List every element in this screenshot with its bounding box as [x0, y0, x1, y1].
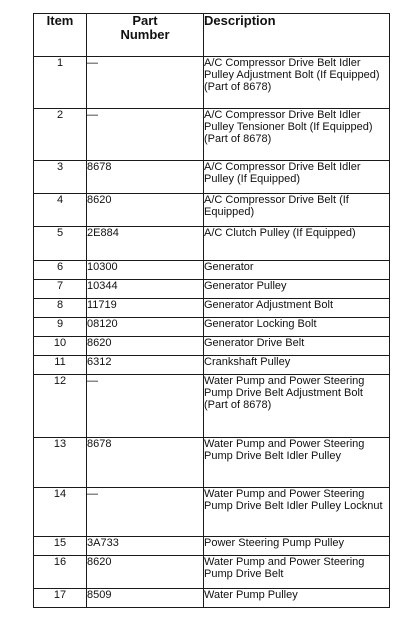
header-part-line1: Part	[132, 13, 158, 28]
description-cell: Water Pump and Power Steering Pump Drive Belt	[204, 556, 390, 589]
part-number-cell: —	[87, 488, 204, 537]
header-item: Item	[34, 14, 87, 57]
item-cell: 17	[34, 589, 87, 608]
table-row	[34, 556, 390, 589]
item-cell: 8	[34, 299, 87, 318]
table-row	[34, 488, 390, 537]
item-cell: 14	[34, 488, 87, 537]
table-row	[34, 161, 390, 194]
item-cell: 9	[34, 318, 87, 337]
table-row	[34, 356, 390, 375]
description-cell: Water Pump and Power Steering Pump Drive Belt Idler Pulley Locknut	[204, 488, 390, 537]
part-number-cell: 8620	[87, 337, 204, 356]
description-cell: Generator Pulley	[204, 280, 390, 299]
table-row	[34, 57, 390, 109]
header-row	[34, 14, 390, 57]
part-number-cell: 8678	[87, 161, 204, 194]
table-row	[34, 299, 390, 318]
description-cell: Crankshaft Pulley	[204, 356, 390, 375]
description-cell: A/C Compressor Drive Belt Idler Pulley (If Equipped)	[204, 161, 390, 194]
part-number-cell: 11719	[87, 299, 204, 318]
item-cell: 7	[34, 280, 87, 299]
item-cell: 5	[34, 227, 87, 261]
item-cell: 16	[34, 556, 87, 589]
item-cell: 12	[34, 375, 87, 438]
part-number-cell: 3A733	[87, 537, 204, 556]
description-cell: A/C Compressor Drive Belt Idler Pulley Adjustment Bolt (If Equipped) (Part of 8678)	[204, 57, 390, 109]
part-number-cell: 8509	[87, 589, 204, 608]
description-cell: A/C Compressor Drive Belt (If Equipped)	[204, 194, 390, 227]
part-number-cell: 8678	[87, 438, 204, 488]
part-number-cell: 6312	[87, 356, 204, 375]
table-row	[34, 227, 390, 261]
parts-table	[33, 13, 390, 608]
item-cell: 6	[34, 261, 87, 280]
header-part-number	[87, 14, 204, 57]
description-cell: Water Pump Pulley	[204, 589, 390, 608]
header-description: Description	[204, 14, 390, 57]
item-cell: 11	[34, 356, 87, 375]
description-cell: Generator Drive Belt	[204, 337, 390, 356]
table-row	[34, 375, 390, 438]
part-number-cell: 10300	[87, 261, 204, 280]
table-row	[34, 318, 390, 337]
item-cell: 4	[34, 194, 87, 227]
description-cell: Generator Adjustment Bolt	[204, 299, 390, 318]
part-number-cell: 2E884	[87, 227, 204, 261]
description-cell: Water Pump and Power Steering Pump Drive Belt Idler Pulley	[204, 438, 390, 488]
part-number-cell: 8620	[87, 194, 204, 227]
table-row	[34, 280, 390, 299]
item-cell: 3	[34, 161, 87, 194]
table-row	[34, 589, 390, 608]
table-row	[34, 261, 390, 280]
description-cell: Water Pump and Power Steering Pump Drive Belt Adjustment Bolt (Part of 8678)	[204, 375, 390, 438]
description-cell: A/C Compressor Drive Belt Idler Pulley Tensioner Bolt (If Equipped) (Part of 8678)	[204, 109, 390, 161]
part-number-cell: 10344	[87, 280, 204, 299]
description-cell: Generator	[204, 261, 390, 280]
item-cell: 2	[34, 109, 87, 161]
table-row	[34, 337, 390, 356]
part-number-cell: —	[87, 375, 204, 438]
part-number-cell: 8620	[87, 556, 204, 589]
part-number-cell: 08120	[87, 318, 204, 337]
table-row	[34, 109, 390, 161]
item-cell: 1	[34, 57, 87, 109]
item-cell: 13	[34, 438, 87, 488]
item-cell: 15	[34, 537, 87, 556]
part-number-cell: —	[87, 109, 204, 161]
table-row	[34, 438, 390, 488]
part-number-cell: —	[87, 57, 204, 109]
header-part-line2: Number	[120, 27, 170, 42]
item-cell: 10	[34, 337, 87, 356]
table-row	[34, 194, 390, 227]
description-cell: Generator Locking Bolt	[204, 318, 390, 337]
description-cell: A/C Clutch Pulley (If Equipped)	[204, 227, 390, 261]
description-cell: Power Steering Pump Pulley	[204, 537, 390, 556]
table-row	[34, 537, 390, 556]
